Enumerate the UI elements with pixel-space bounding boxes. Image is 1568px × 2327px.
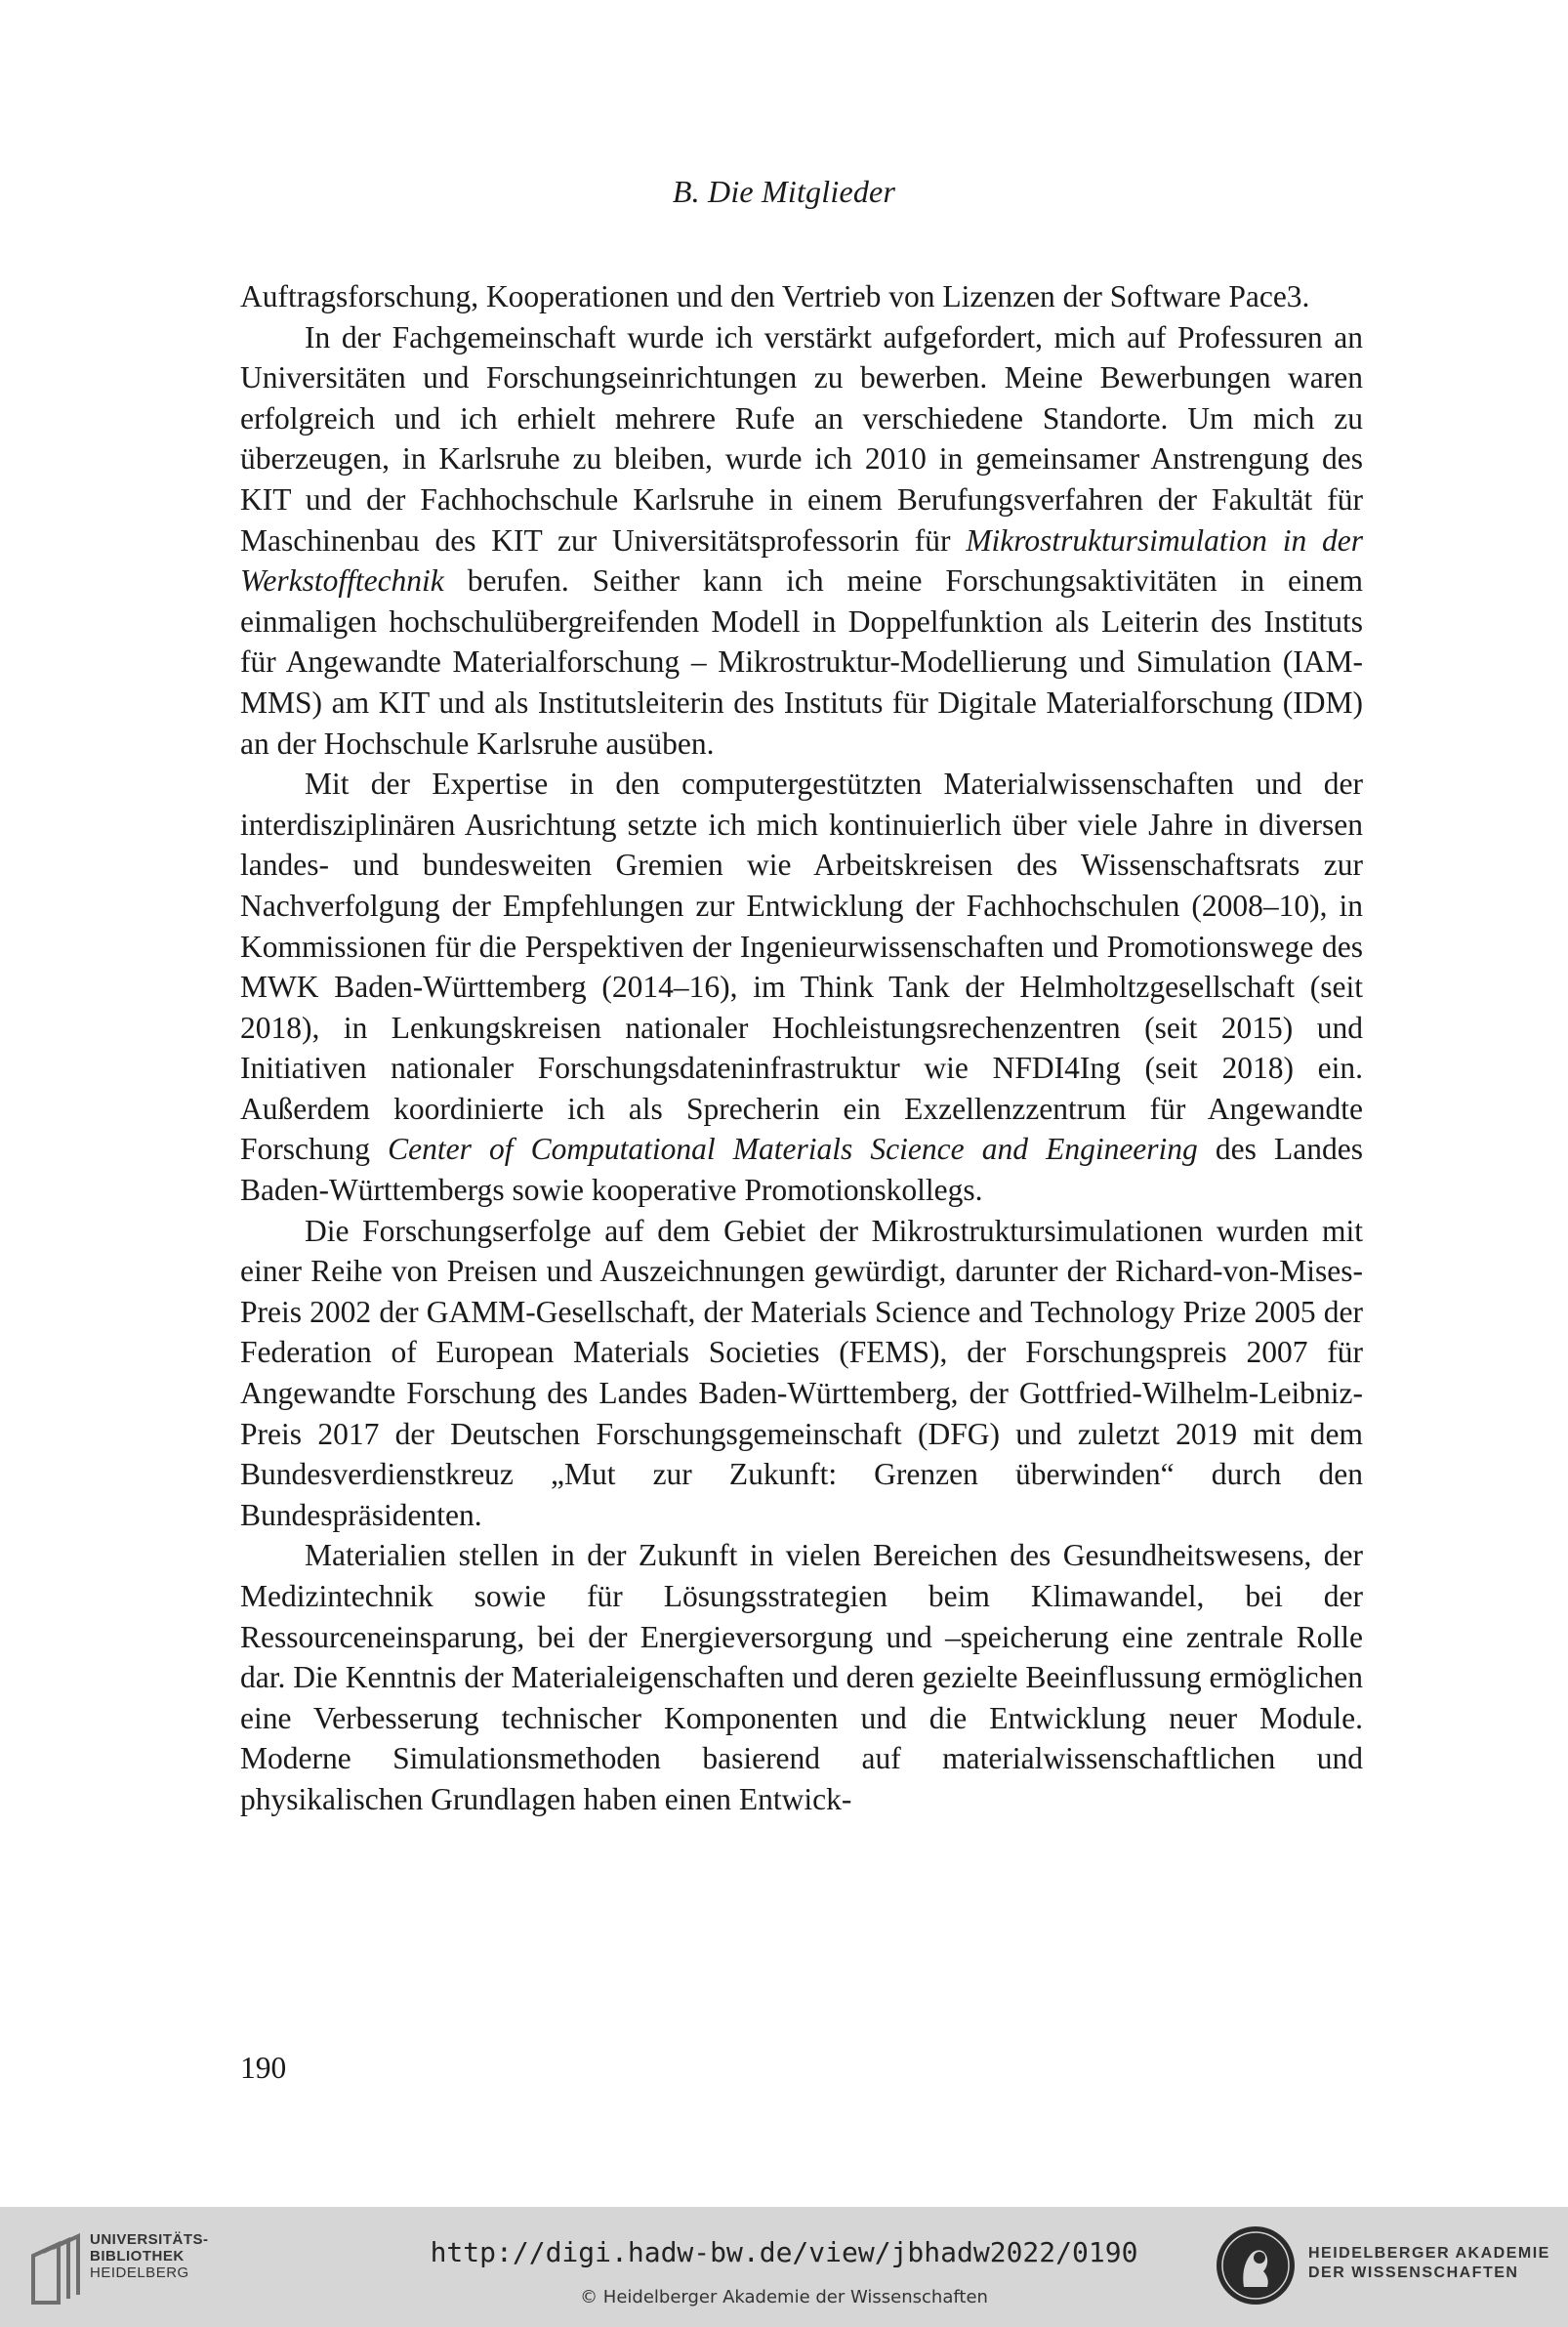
paragraph [240, 276, 1363, 317]
page-number: 190 [240, 2051, 287, 2085]
academy-seal-icon [1215, 2224, 1297, 2306]
text-run: des Landes Baden-Württembergs sowie kooperative Promotionskollegs. [240, 1132, 1364, 1208]
permalink-url[interactable]: http://digi.hadw-bw.de/view/jbhadw2022/0190 [430, 2236, 1138, 2268]
library-logo-line: HEIDELBERG [90, 2265, 189, 2281]
running-head: B. Die Mitglieder [672, 174, 896, 209]
paragraph [240, 1535, 1363, 1819]
text-run: berufen. Seither kann ich meine Forschungsaktivitäten in einem einmaligen hochschulübergreifenden Modell in Doppelfunktion als Leiterin des Instituts für Angewandte Materialforschung – Mikrostruktur-Modellierung und Simulation (IAM-MMS) am KIT und als Institutsleiterin des Instituts für Digitale Materialforschung (IDM) an der Hochschule Karlsruhe ausüben. [240, 563, 1363, 761]
paragraph [240, 317, 1363, 765]
paragraph [240, 1211, 1363, 1536]
library-logo-line: BIBLIOTHEK [90, 2248, 185, 2265]
academy-logo-text [1308, 2244, 1550, 2283]
body-text [240, 276, 1363, 1820]
italic-phrase: Center of Computational Materials Science and Engineering [388, 1132, 1198, 1167]
academy-logo-line: DER WISSENSCHAFTEN [1308, 2265, 1519, 2281]
paragraph [240, 764, 1363, 1211]
academy-logo-line: HEIDELBERGER AKADEMIE [1308, 2245, 1550, 2262]
library-logo-line: UNIVERSITÄTS- [90, 2231, 209, 2248]
copyright-notice: © Heidelberger Akademie der Wissenschaften [580, 2287, 988, 2307]
text-run: Materialien stellen in der Zukunft in vielen Bereichen des Gesundheitswesens, der Medizintechnik sowie für Lösungsstrategien beim Klimawandel, bei der Ressourceneinsparung, bei der Energieversorgung und –speicherung eine zentrale Rolle dar. Die Kenntnis der Materialeigenschaften und deren gezielte Beeinflussung ermöglichen eine Verbesserung technischer Komponenten und die Entwicklung neuer Module. Moderne Simulationsmethoden basierend auf materialwissenschaftlichen und physikalischen Grundlagen haben einen Entwick- [240, 1538, 1363, 1816]
text-run: Mit der Expertise in den computergestützten Materialwissenschaften und der interdisziplinären Ausrichtung setzte ich mich kontinuierlich über viele Jahre in diversen landes- und bundesweiten Gremien wie Arbeitskreisen des Wissenschaftsrats zur Nachverfolgung der Empfehlungen zur Entwicklung der Fachhochschulen (2008–10), in Kommissionen für die Perspektiven der Ingenieurwissenschaften und Promotionswege des MWK Baden-Württemberg (2014–16), im Think Tank der Helmholtzgesellschaft (seit 2018), in Lenkungskreisen nationaler Hochleistungsrechenzentren (seit 2015) und Initiativen nationaler Forschungsdateninfrastruktur wie NFDI4Ing (seit 2018) ein. Außerdem koordinierte ich als Sprecherin ein Exzellenzzentrum für Angewandte Forschung [240, 767, 1363, 1167]
italic-phrase: Mikrostruktursimulation in der Werkstofftechnik [240, 522, 1363, 599]
text-run: In der Fachgemeinschaft wurde ich verstärkt aufgefordert, mich auf Professuren an Universitäten und Forschungseinrichtungen zu bewerben. Meine Bewerbungen waren erfolgreich und ich erhielt mehrere Rufe an verschiedene Standorte. Um mich zu überzeugen, in Karlsruhe zu bleiben, wurde ich 2010 in gemeinsamer Anstrengung des KIT und der Fachhochschule Karlsruhe in einem Berufungsverfahren der Fakultät für Maschinenbau des KIT zur Universitätsprofessorin für [240, 319, 1363, 558]
viewer-footer [0, 2207, 1568, 2327]
text-run: Auftragsforschung, Kooperationen und den Vertrieb von Lizenzen der Software Pace3. [240, 279, 1310, 313]
text-run: Die Forschungserfolge auf dem Gebiet der Mikrostruktursimulationen wurden mit einer Reihe von Preisen und Auszeichnungen gewürdigt, darunter der Richard-von-Mises-Preis 2002 der GAMM-Gesellschaft, der Materials Science and Technology Prize 2005 der Federation of European Materials Societies (FEMS), der Forschungspreis 2007 für Angewandte Forschung des Landes Baden-Württemberg, der Gottfried-Wilhelm-Leibniz-Preis 2017 der Deutschen Forschungsgemeinschaft (DFG) und zuletzt 2019 mit dem Bundesverdienstkreuz „Mut zur Zukunft: Grenzen überwinden“ durch den Bundespräsidenten. [240, 1213, 1363, 1532]
